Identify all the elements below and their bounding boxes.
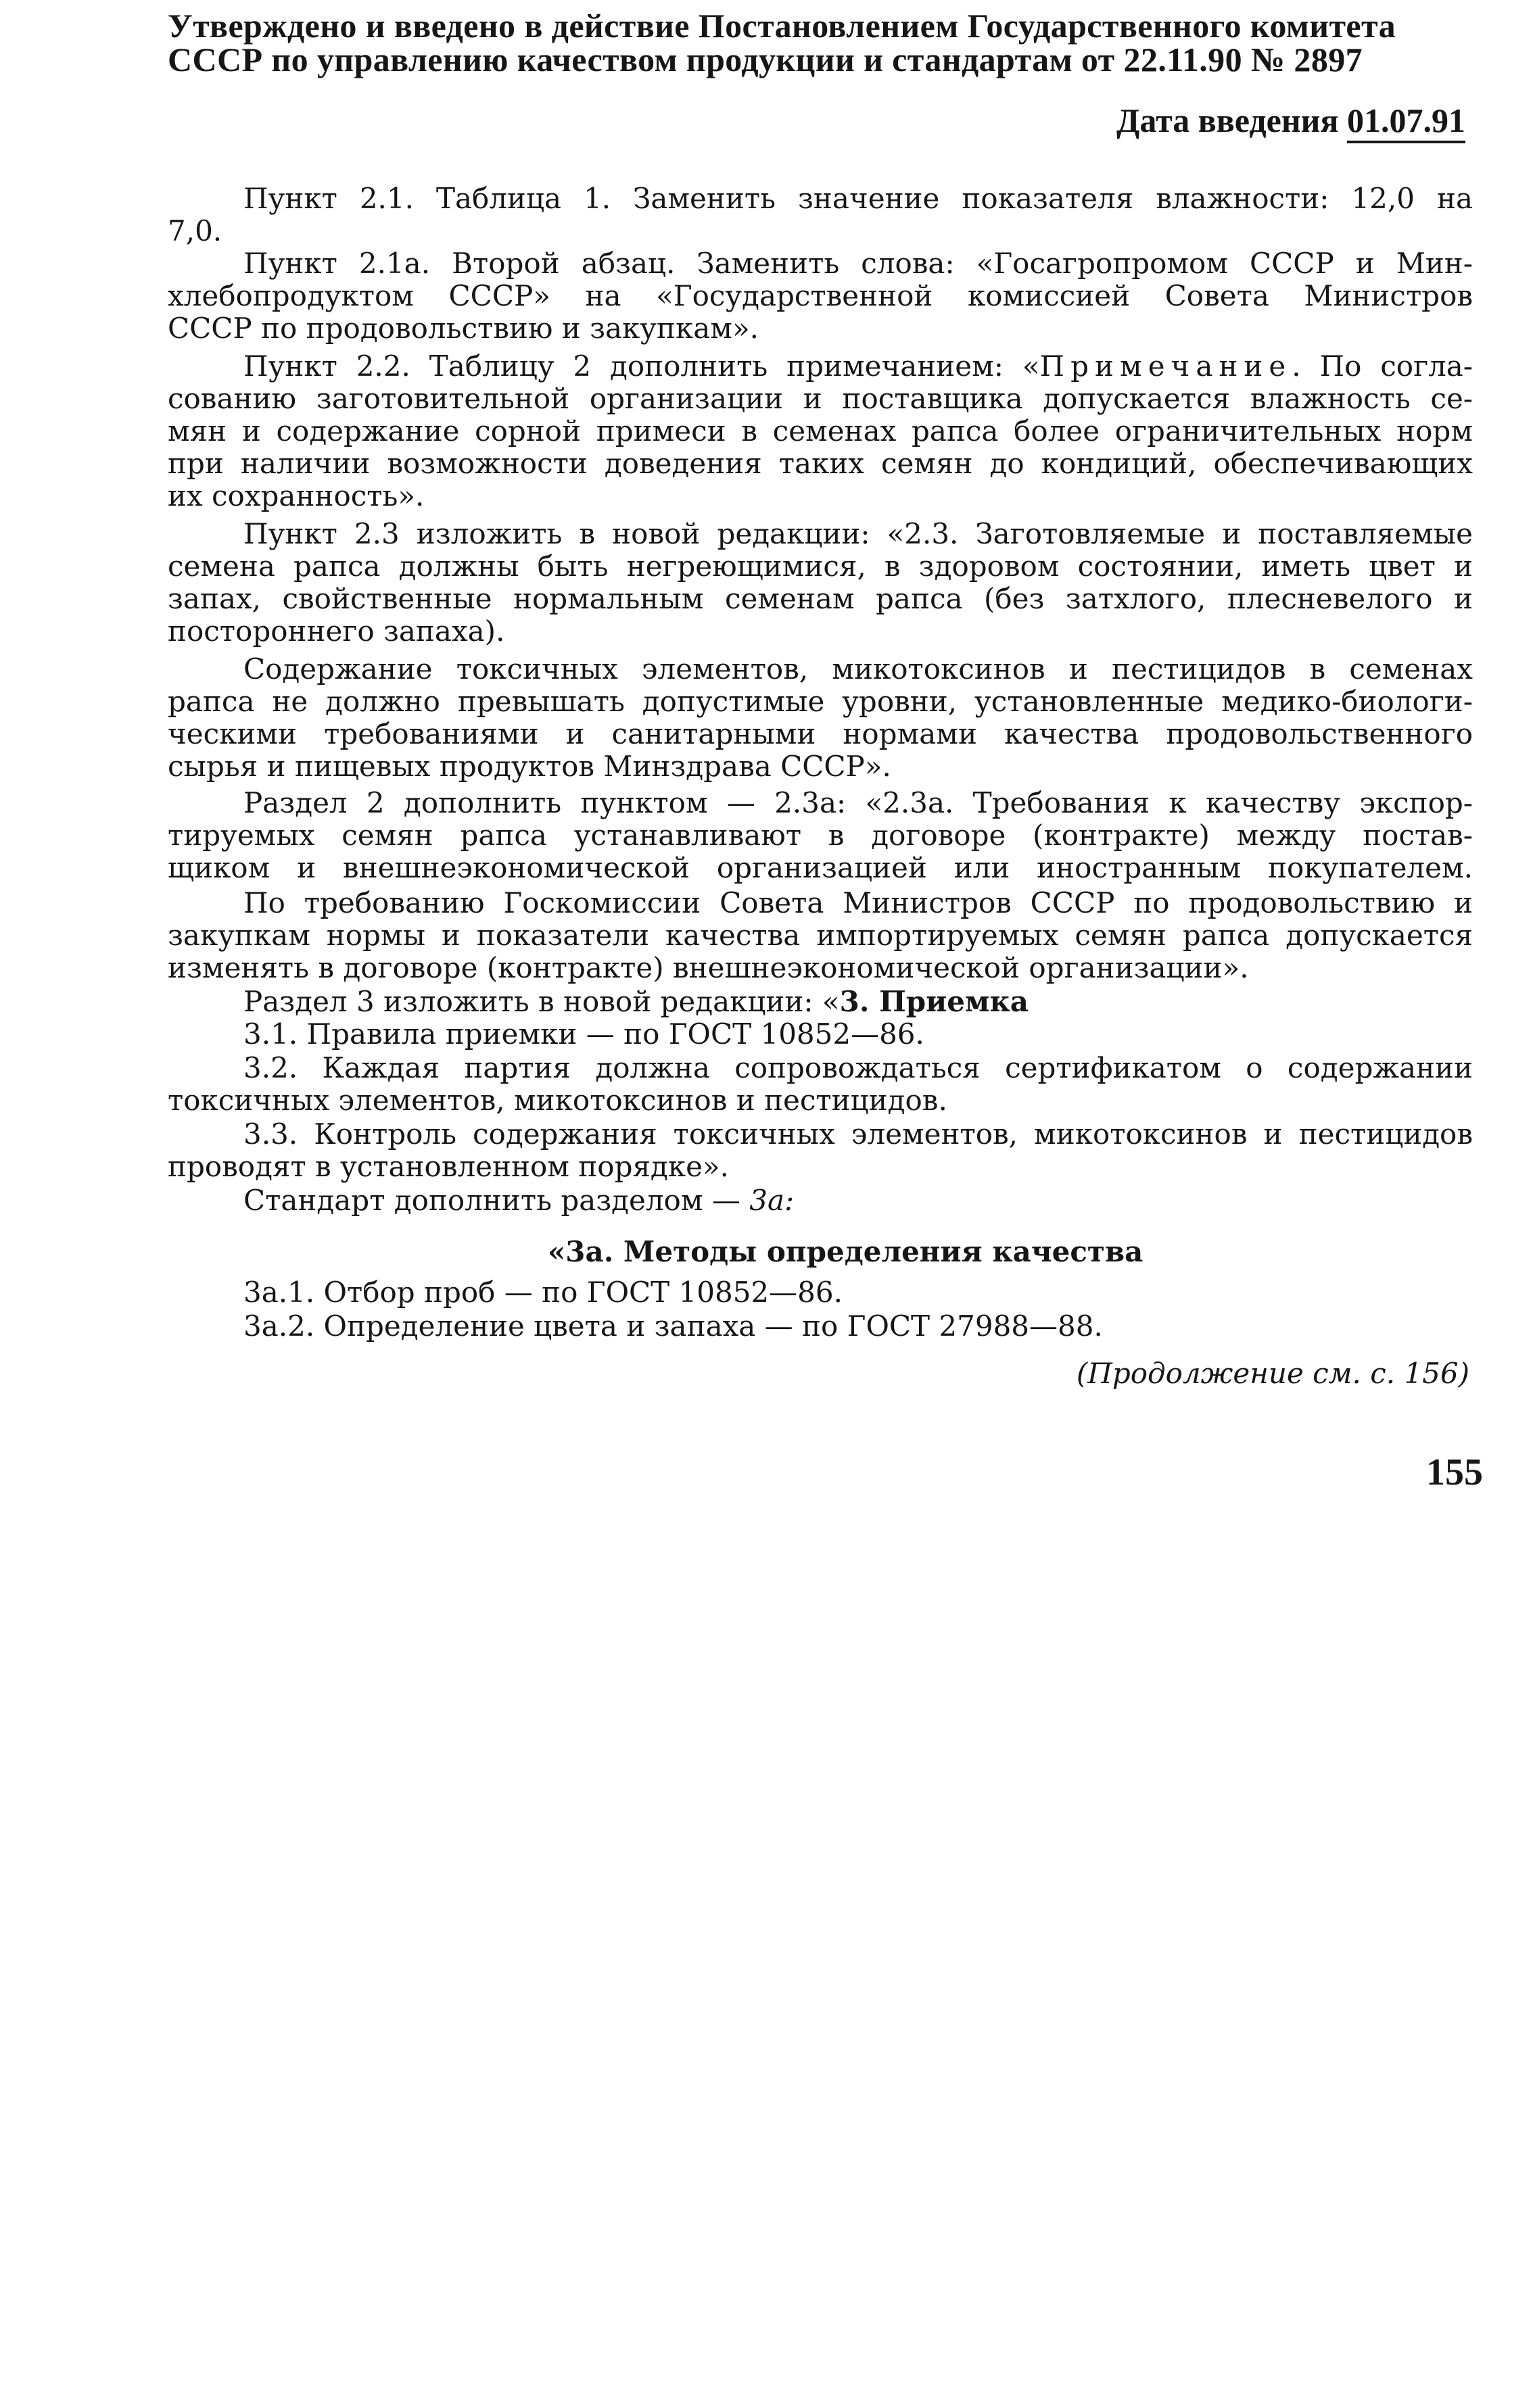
text-line: Раздел 2 дополнить пунктом — 2.3а: «2.3а. Требования к качеству экспор- — [243, 786, 1473, 819]
text-line: щиком и внешнеэкономической организацией или иностранным покупателем. — [168, 851, 1473, 884]
approval-header-line-1: Утверждено и введено в действие Постановлением Государственного комитета — [168, 7, 1396, 45]
text-line: семена рапса должны быть негреющимися, в здоровом состоянии, иметь цвет и — [168, 550, 1473, 583]
text-line: токсичных элементов, микотоксинов и пестицидов. — [168, 1084, 947, 1117]
text-line: постороннего запаха). — [168, 615, 505, 648]
text-segment: Пункт 2.2. Таблицу 2 дополнить примечанием: « — [243, 350, 1040, 383]
text-segment: Стандарт дополнить разделом — — [243, 1184, 750, 1217]
text-line: сырья и пищевых продуктов Минздрава СССР». — [168, 750, 891, 783]
continuation-note: (Продолжение см. с. 156) — [1076, 1357, 1469, 1390]
note-label: Примечание — [1039, 350, 1292, 383]
text-line: СССР по продовольствию и закупкам». — [168, 312, 759, 345]
text-line: 3.3. Контроль содержания токсичных элементов, микотоксинов и пестицидов — [243, 1117, 1473, 1151]
text-line: мян и содержание сорной примеси в семенах рапса более ограничительных норм — [168, 414, 1473, 448]
text-line: Пункт 2.1. Таблица 1. Заменить значение показателя влажности: 12,0 на — [243, 182, 1473, 215]
effective-date-label: Дата введения — [1116, 101, 1339, 139]
section-3-heading: 3. Приемка — [839, 985, 1029, 1018]
text-line: проводят в установленном порядке». — [168, 1150, 729, 1183]
text-line: запах, свойственные нормальным семенам рапса (без затхлого, плесневелого и — [168, 582, 1473, 615]
text-line: сованию заготовительной организации и поставщика допускается влажность се- — [168, 382, 1473, 415]
text-line: 3а.2. Определение цвета и запаха — по ГОСТ 27988—88. — [243, 1309, 1103, 1343]
text-segment: . По согла- — [1292, 350, 1473, 383]
text-line: хлебопродуктом СССР» на «Государственной комиссией Совета Министров — [168, 279, 1473, 312]
text-line: 3.2. Каждая партия должна сопровождаться сертификатом о содержании — [243, 1051, 1473, 1084]
text-line: их сохранность». — [168, 479, 425, 512]
text-line — [243, 352, 1473, 381]
text-line: 7,0. — [168, 214, 222, 247]
page-number: 155 — [1426, 1451, 1483, 1493]
text-segment-italic: 3а: — [749, 1184, 795, 1217]
effective-date — [1116, 101, 1465, 139]
text-line: закупкам нормы и показатели качества импортируемых семян рапса допускается — [168, 919, 1473, 952]
text-line: 3а.1. Отбор проб — по ГОСТ 10852—86. — [243, 1276, 843, 1309]
text-line — [243, 1186, 1473, 1215]
text-line — [243, 987, 1473, 1017]
text-line: изменять в договоре (контракте) внешнеэкономической организации». — [168, 951, 1249, 984]
text-line: ческими требованиями и санитарными нормами качества продовольственного — [168, 717, 1473, 750]
text-line: при наличии возможности доведения таких семян до кондиций, обеспечивающих — [168, 447, 1473, 480]
text-line: Пункт 2.3 изложить в новой редакции: «2.3. Заготовляемые и поставляемые — [243, 517, 1473, 550]
section-3a-title: «3а. Методы определения качества — [548, 1235, 1143, 1268]
text-segment: Раздел 3 изложить в новой редакции: « — [243, 985, 840, 1018]
approval-header-line-2: СССР по управлению качеством продукции и стандартам от 22.11.90 № 2897 — [168, 41, 1363, 78]
text-line: тируемых семян рапса устанавливают в договоре (контракте) между постав- — [168, 819, 1473, 852]
text-line: По требованию Госкомиссии Совета Министров СССР по продовольствию и — [243, 886, 1473, 919]
text-line: рапса не должно превышать допустимые уровни, установленные медико-биологи- — [168, 685, 1473, 718]
text-line: Пункт 2.1а. Второй абзац. Заменить слова: «Госагропромом СССР и Мин- — [243, 247, 1473, 280]
text-line: Содержание токсичных элементов, микотоксинов и пестицидов в семенах — [243, 652, 1473, 685]
text-line: 3.1. Правила приемки — по ГОСТ 10852—86. — [243, 1017, 924, 1051]
effective-date-value: 01.07.91 — [1347, 101, 1465, 143]
